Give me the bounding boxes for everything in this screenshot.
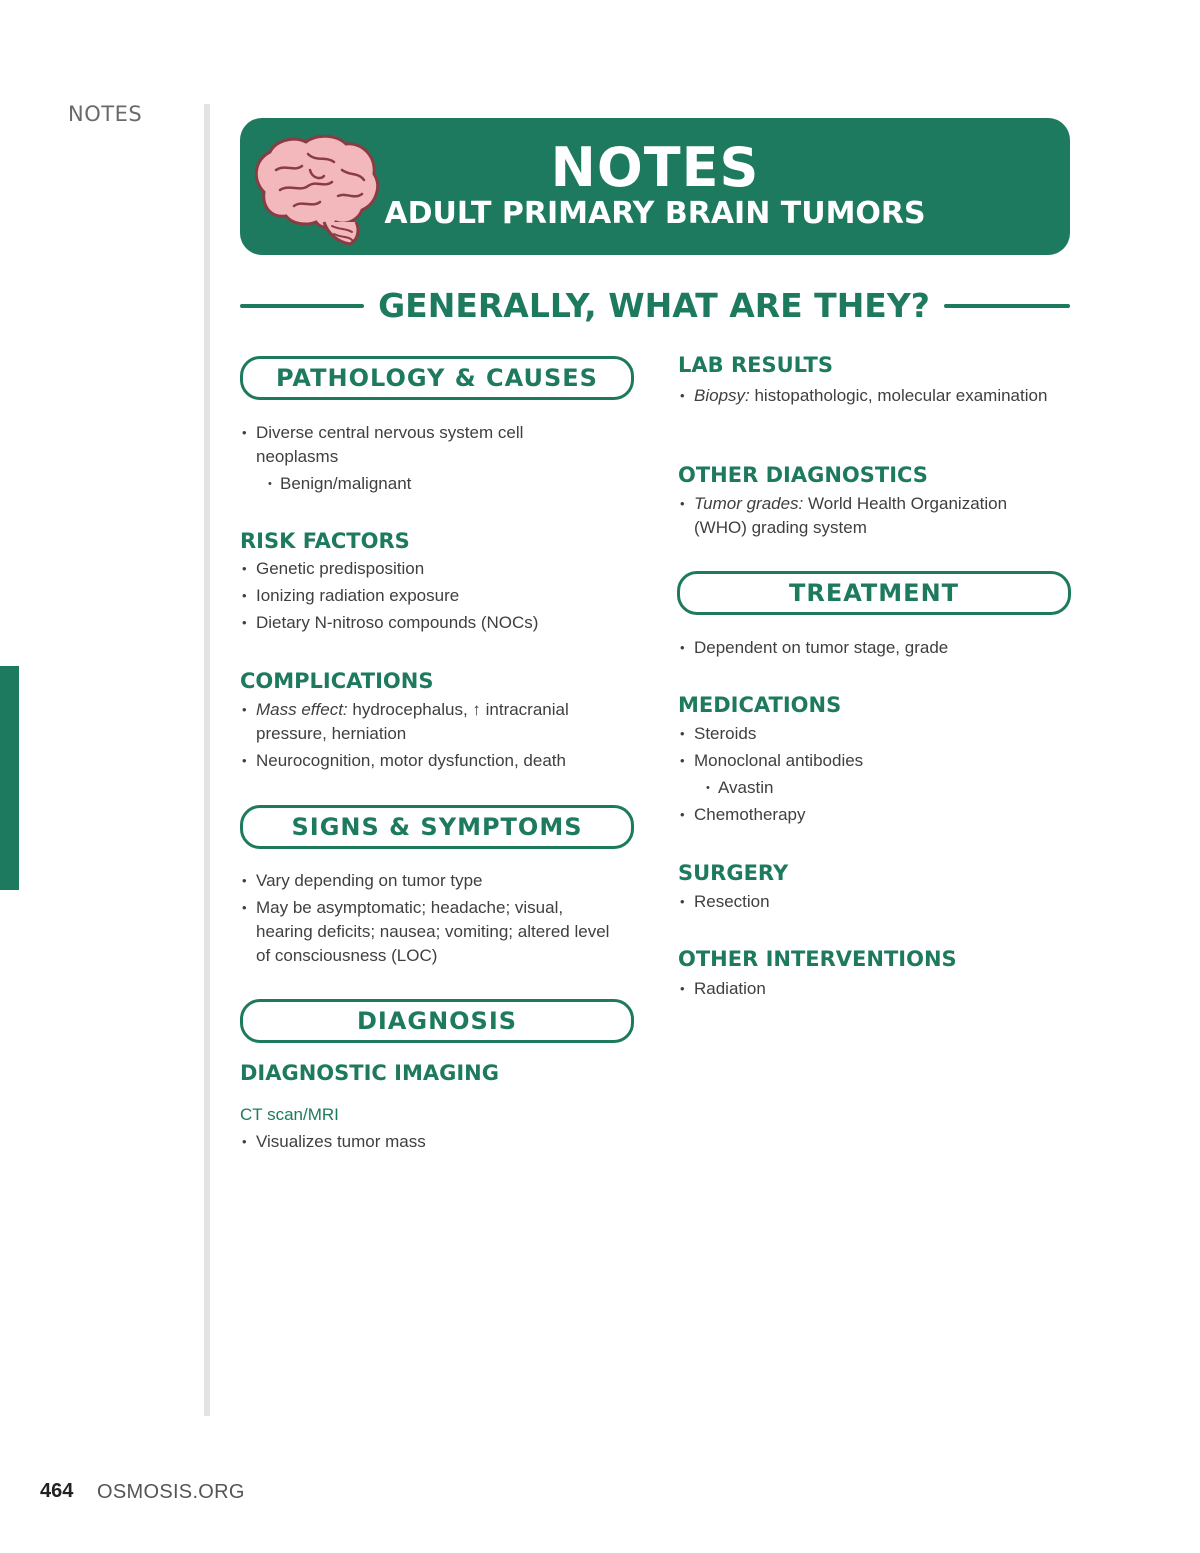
signs-symptoms-pill: SIGNS & SYMPTOMS bbox=[240, 805, 634, 849]
heading-rule-right bbox=[944, 304, 1070, 308]
lab-results-list bbox=[678, 384, 1058, 411]
surgery-list bbox=[678, 890, 1058, 917]
list-item bbox=[678, 492, 1063, 540]
list-item: • Neurocognition, motor dysfunction, death bbox=[240, 749, 620, 773]
list-item: • Benign/malignant bbox=[268, 472, 600, 496]
list-item: • Diverse central nervous system cell neoplasms bbox=[240, 421, 600, 469]
section-heading bbox=[240, 284, 1070, 328]
mass-effect-text: hydrocephalus, ↑ intracranial pressure, herniation bbox=[256, 700, 569, 743]
list-item bbox=[240, 698, 620, 746]
diagnosis-pill: DIAGNOSIS bbox=[240, 999, 634, 1043]
other-diagnostics-list bbox=[678, 492, 1063, 543]
treatment-pill: TREATMENT bbox=[677, 571, 1071, 615]
page-number: 464 bbox=[40, 1480, 74, 1502]
banner-subtitle: ADULT PRIMARY BRAIN TUMORS bbox=[384, 196, 926, 231]
medications-list bbox=[678, 722, 1058, 830]
lab-results-heading: LAB RESULTS bbox=[678, 353, 833, 377]
title-banner bbox=[240, 118, 1070, 255]
list-item: • Steroids bbox=[678, 722, 1058, 746]
surgery-heading: SURGERY bbox=[678, 861, 789, 885]
other-diagnostics-heading: OTHER DIAGNOSTICS bbox=[678, 463, 928, 487]
complications-heading: COMPLICATIONS bbox=[240, 669, 434, 693]
list-item: • Dependent on tumor stage, grade bbox=[678, 636, 1058, 660]
list-item: • Radiation bbox=[678, 977, 1058, 1001]
list-item: • May be asymptomatic; headache; visual, hearing deficits; nausea; vomiting; altered level of consciousness (LOC) bbox=[240, 896, 620, 968]
diagnostic-imaging-heading: DIAGNOSTIC IMAGING bbox=[240, 1061, 499, 1085]
list-item: • Monoclonal antibodies bbox=[678, 749, 1058, 773]
side-tab bbox=[0, 666, 19, 890]
list-item: • Visualizes tumor mass bbox=[240, 1130, 620, 1154]
complications-list bbox=[240, 698, 620, 776]
heading-rule-left bbox=[240, 304, 364, 308]
biopsy-text: histopathologic, molecular examination bbox=[749, 386, 1048, 405]
other-interventions-list bbox=[678, 977, 1058, 1004]
list-item: • Genetic predisposition bbox=[240, 557, 620, 581]
list-item: • Resection bbox=[678, 890, 1058, 914]
tumor-grades-label: Tumor grades: bbox=[694, 494, 804, 513]
ct-mri-label: CT scan/MRI bbox=[240, 1105, 339, 1124]
pathology-list bbox=[240, 421, 600, 499]
pathology-pill: PATHOLOGY & CAUSES bbox=[240, 356, 634, 400]
list-item: • Chemotherapy bbox=[678, 803, 1058, 827]
footer-site: OSMOSIS.ORG bbox=[97, 1481, 245, 1503]
mass-effect-label: Mass effect: bbox=[256, 700, 348, 719]
banner-title: NOTES bbox=[550, 136, 760, 199]
list-item: • Vary depending on tumor type bbox=[240, 869, 620, 893]
medications-heading: MEDICATIONS bbox=[678, 693, 842, 717]
vertical-divider bbox=[204, 104, 210, 1416]
biopsy-label: Biopsy: bbox=[694, 386, 750, 405]
treatment-list bbox=[678, 636, 1058, 663]
margin-label: NOTES bbox=[68, 102, 143, 126]
risk-factors-list bbox=[240, 557, 620, 638]
heading-text: GENERALLY, WHAT ARE THEY? bbox=[378, 286, 930, 325]
list-item: • Dietary N-nitroso compounds (NOCs) bbox=[240, 611, 620, 635]
list-item: • Ionizing radiation exposure bbox=[240, 584, 620, 608]
list-item bbox=[678, 384, 1058, 408]
list-item: • Avastin bbox=[706, 776, 1058, 800]
tumor-grades-text: World Health Organization (WHO) grading system bbox=[694, 494, 1008, 537]
ct-mri-list bbox=[240, 1130, 620, 1157]
other-interventions-heading: OTHER INTERVENTIONS bbox=[678, 947, 957, 971]
signs-symptoms-list bbox=[240, 869, 620, 971]
risk-factors-heading: RISK FACTORS bbox=[240, 529, 410, 553]
